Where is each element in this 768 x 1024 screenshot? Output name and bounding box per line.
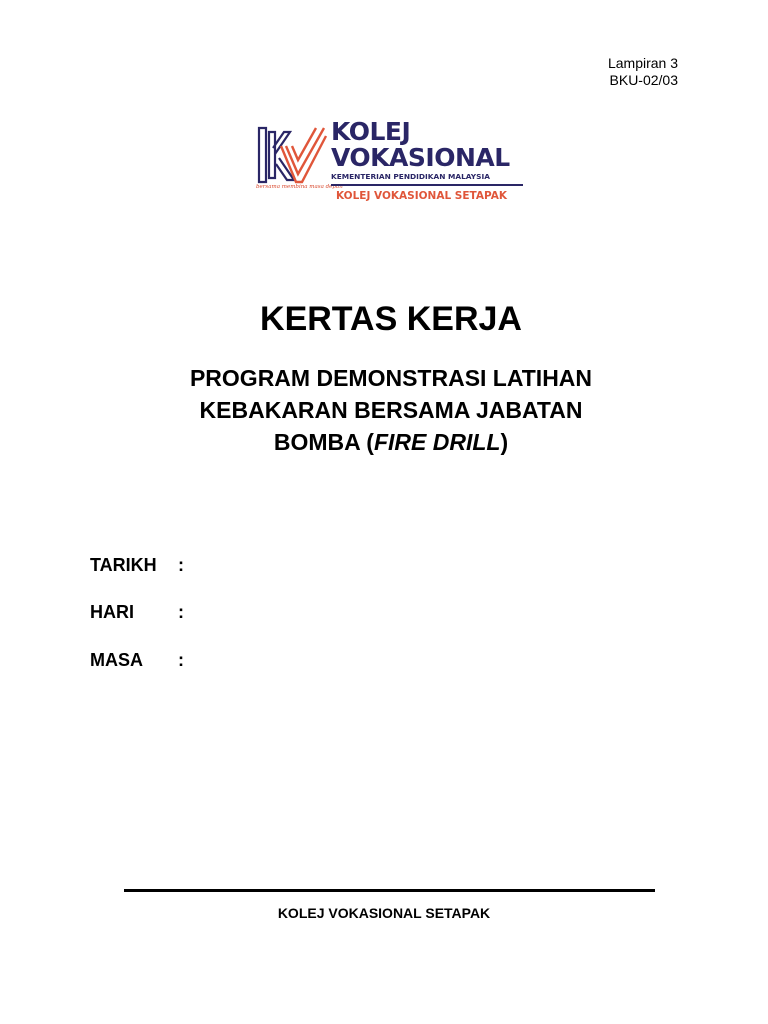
document-code: BKU-02/03: [609, 72, 678, 88]
kv-emblem-icon: [256, 122, 328, 192]
subtitle-line-3-suffix: ): [500, 429, 509, 455]
subtitle-line-3-prefix: BOMBA (: [273, 429, 374, 455]
lampiran-label: Lampiran 3: [607, 55, 678, 71]
document-reference: [560, 55, 678, 89]
footer-divider: [124, 889, 655, 892]
document-title: KERTAS KERJA: [260, 300, 522, 338]
subtitle-line-3-italic: FIRE DRILL: [373, 429, 501, 455]
logo-tagline: bersama membina masa depan: [256, 184, 343, 190]
logo-ministry-name: KEMENTERIAN PENDIDIKAN MALAYSIA: [331, 172, 523, 186]
field-label: MASA: [90, 650, 143, 670]
field-masa: [90, 649, 184, 671]
footer-organization: KOLEJ VOKASIONAL SETAPAK: [277, 905, 491, 921]
subtitle-line-1: PROGRAM DEMONSTRASI LATIHAN: [189, 365, 593, 391]
logo-wordmark-vokasional: VOKASIONAL: [331, 143, 510, 172]
field-label: HARI: [90, 602, 134, 622]
field-tarikh: [90, 554, 184, 576]
logo-college-name: KOLEJ VOKASIONAL SETAPAK: [336, 190, 508, 202]
field-label: TARIKH: [90, 555, 157, 575]
logo-wordmark-kolej: KOLEJ: [331, 117, 411, 146]
subtitle-line-2: KEBAKARAN BERSAMA JABATAN: [199, 397, 583, 423]
field-separator: :: [178, 602, 184, 622]
document-subtitle: [0, 362, 768, 458]
field-separator: :: [178, 555, 184, 575]
field-hari: [90, 601, 184, 623]
subtitle-line-3: [0, 426, 768, 458]
college-logo: [252, 118, 532, 208]
field-separator: :: [178, 650, 184, 670]
